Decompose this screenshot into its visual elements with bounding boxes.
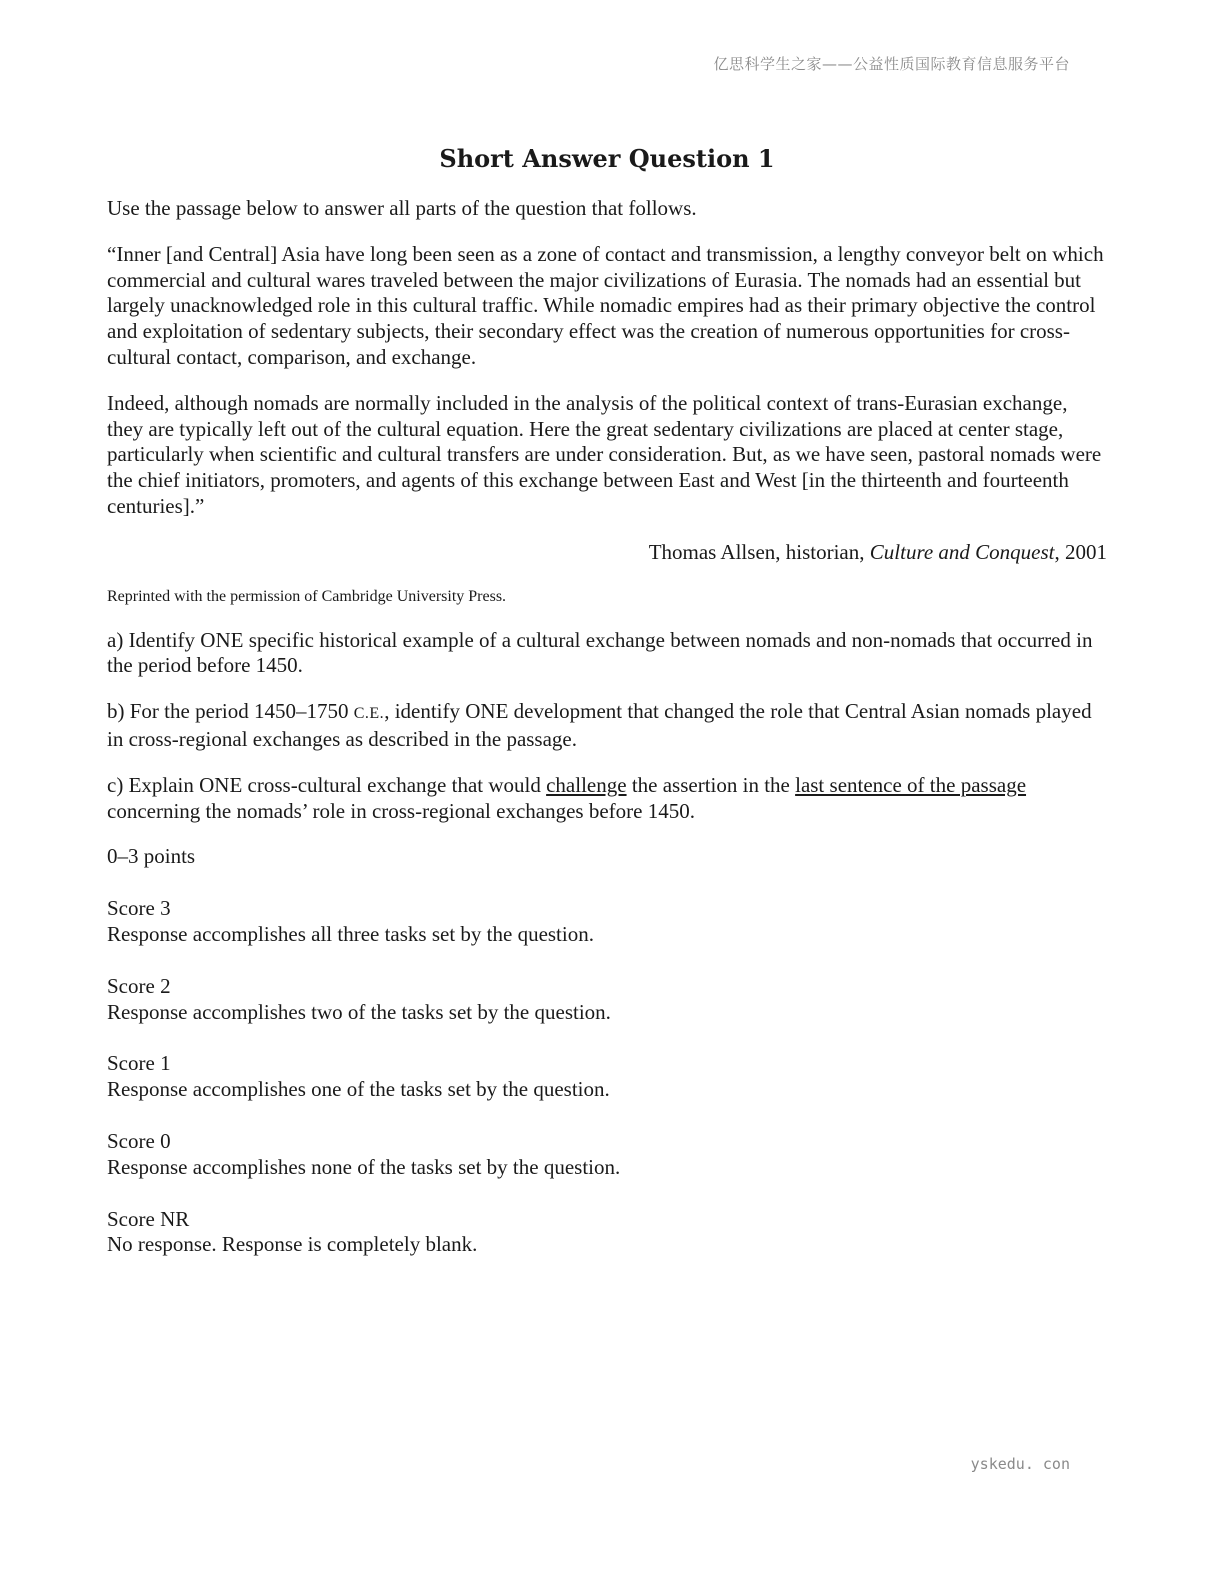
score-item: [107, 896, 1107, 948]
citation-year: , 2001: [1054, 539, 1107, 564]
score-description: Response accomplishes two of the tasks set by the question.: [107, 999, 611, 1024]
score-description: Response accomplishes all three tasks set by the question.: [107, 921, 594, 946]
score-label: Score 0: [107, 1128, 171, 1153]
question-part-a: a) Identify ONE specific historical example of a cultural exchange between nomads and non-nomads that occurred in the period before 1450.: [107, 627, 1093, 678]
part-b-text-start: b) For the period 1450–1750: [107, 699, 354, 724]
score-label: Score 2: [107, 973, 171, 998]
score-description: Response accomplishes none of the tasks set by the question.: [107, 1154, 621, 1179]
score-item: [107, 1051, 1107, 1103]
citation-work-title: Culture and Conquest: [869, 539, 1055, 564]
page-title: Short Answer Question 1: [439, 144, 775, 173]
permission-note: Reprinted with the permission of Cambridge University Press.: [107, 587, 507, 605]
score-description: No response. Response is completely blank.: [107, 1232, 478, 1257]
question-part-b: [107, 699, 1107, 753]
citation-author: Thomas Allsen, historian,: [648, 539, 870, 564]
part-c-underlined-challenge: challenge: [546, 772, 627, 797]
points-range: 0–3 points: [107, 844, 196, 869]
score-description: Response accomplishes one of the tasks set by the question.: [107, 1077, 610, 1102]
part-b-text-end: , identify ONE development that changed the role that Central Asian nomads played in cross-regional exchanges as described in the passage.: [107, 699, 1092, 751]
intro-text: Use the passage below to answer all parts of the question that follows.: [107, 196, 697, 220]
page-footer-site: yskedu. con: [970, 1455, 1070, 1473]
quote-paragraph-1: “Inner [and Central] Asia have long been seen as a zone of contact and transmission, a lengthy conveyor belt on which commercial and cultural wares traveled between the major civilizations of Eurasia. The nomads had an essential but largely unacknowledged role in this cultural traffic. While nomadic empires had as their primary objective the control and exploitation of sedentary subjects, their secondary effect was the creation of numerous opportunities for cross-cultural contact, comparison, and exchange.: [107, 241, 1104, 369]
score-label: Score 1: [107, 1051, 171, 1076]
score-label: Score 3: [107, 896, 171, 921]
score-item: [107, 974, 1107, 1026]
part-b-era: C.E.: [353, 705, 385, 723]
quote-paragraph-2: Indeed, although nomads are normally included in the analysis of the political context of trans-Eurasian exchange, they are typically left out of the cultural equation. Here the great sedentary civilizations are placed at center stage, particularly when scientific and cultural transfers are under consideration. But, as we have seen, pastoral nomads were the chief initiators, promoters, and agents of this exchange between East and West [in the thirteenth and fourteenth centuries].”: [107, 390, 1102, 518]
quote-citation: [107, 540, 1107, 566]
score-label: Score NR: [107, 1206, 190, 1231]
page-header-watermark: 亿思科学生之家——公益性质国际教育信息服务平台: [713, 55, 1070, 73]
part-c-text-3: concerning the nomads’ role in cross-regional exchanges before 1450.: [107, 798, 695, 823]
score-item: [107, 1129, 1107, 1181]
question-part-c: [107, 773, 1107, 825]
part-c-text-2: the assertion in the: [626, 772, 796, 797]
document-body: [107, 140, 1107, 1284]
score-item: [107, 1207, 1107, 1259]
part-c-text-1: c) Explain ONE cross-cultural exchange that would: [107, 772, 547, 797]
part-c-underlined-last-sentence: last sentence of the passage: [795, 772, 1027, 797]
